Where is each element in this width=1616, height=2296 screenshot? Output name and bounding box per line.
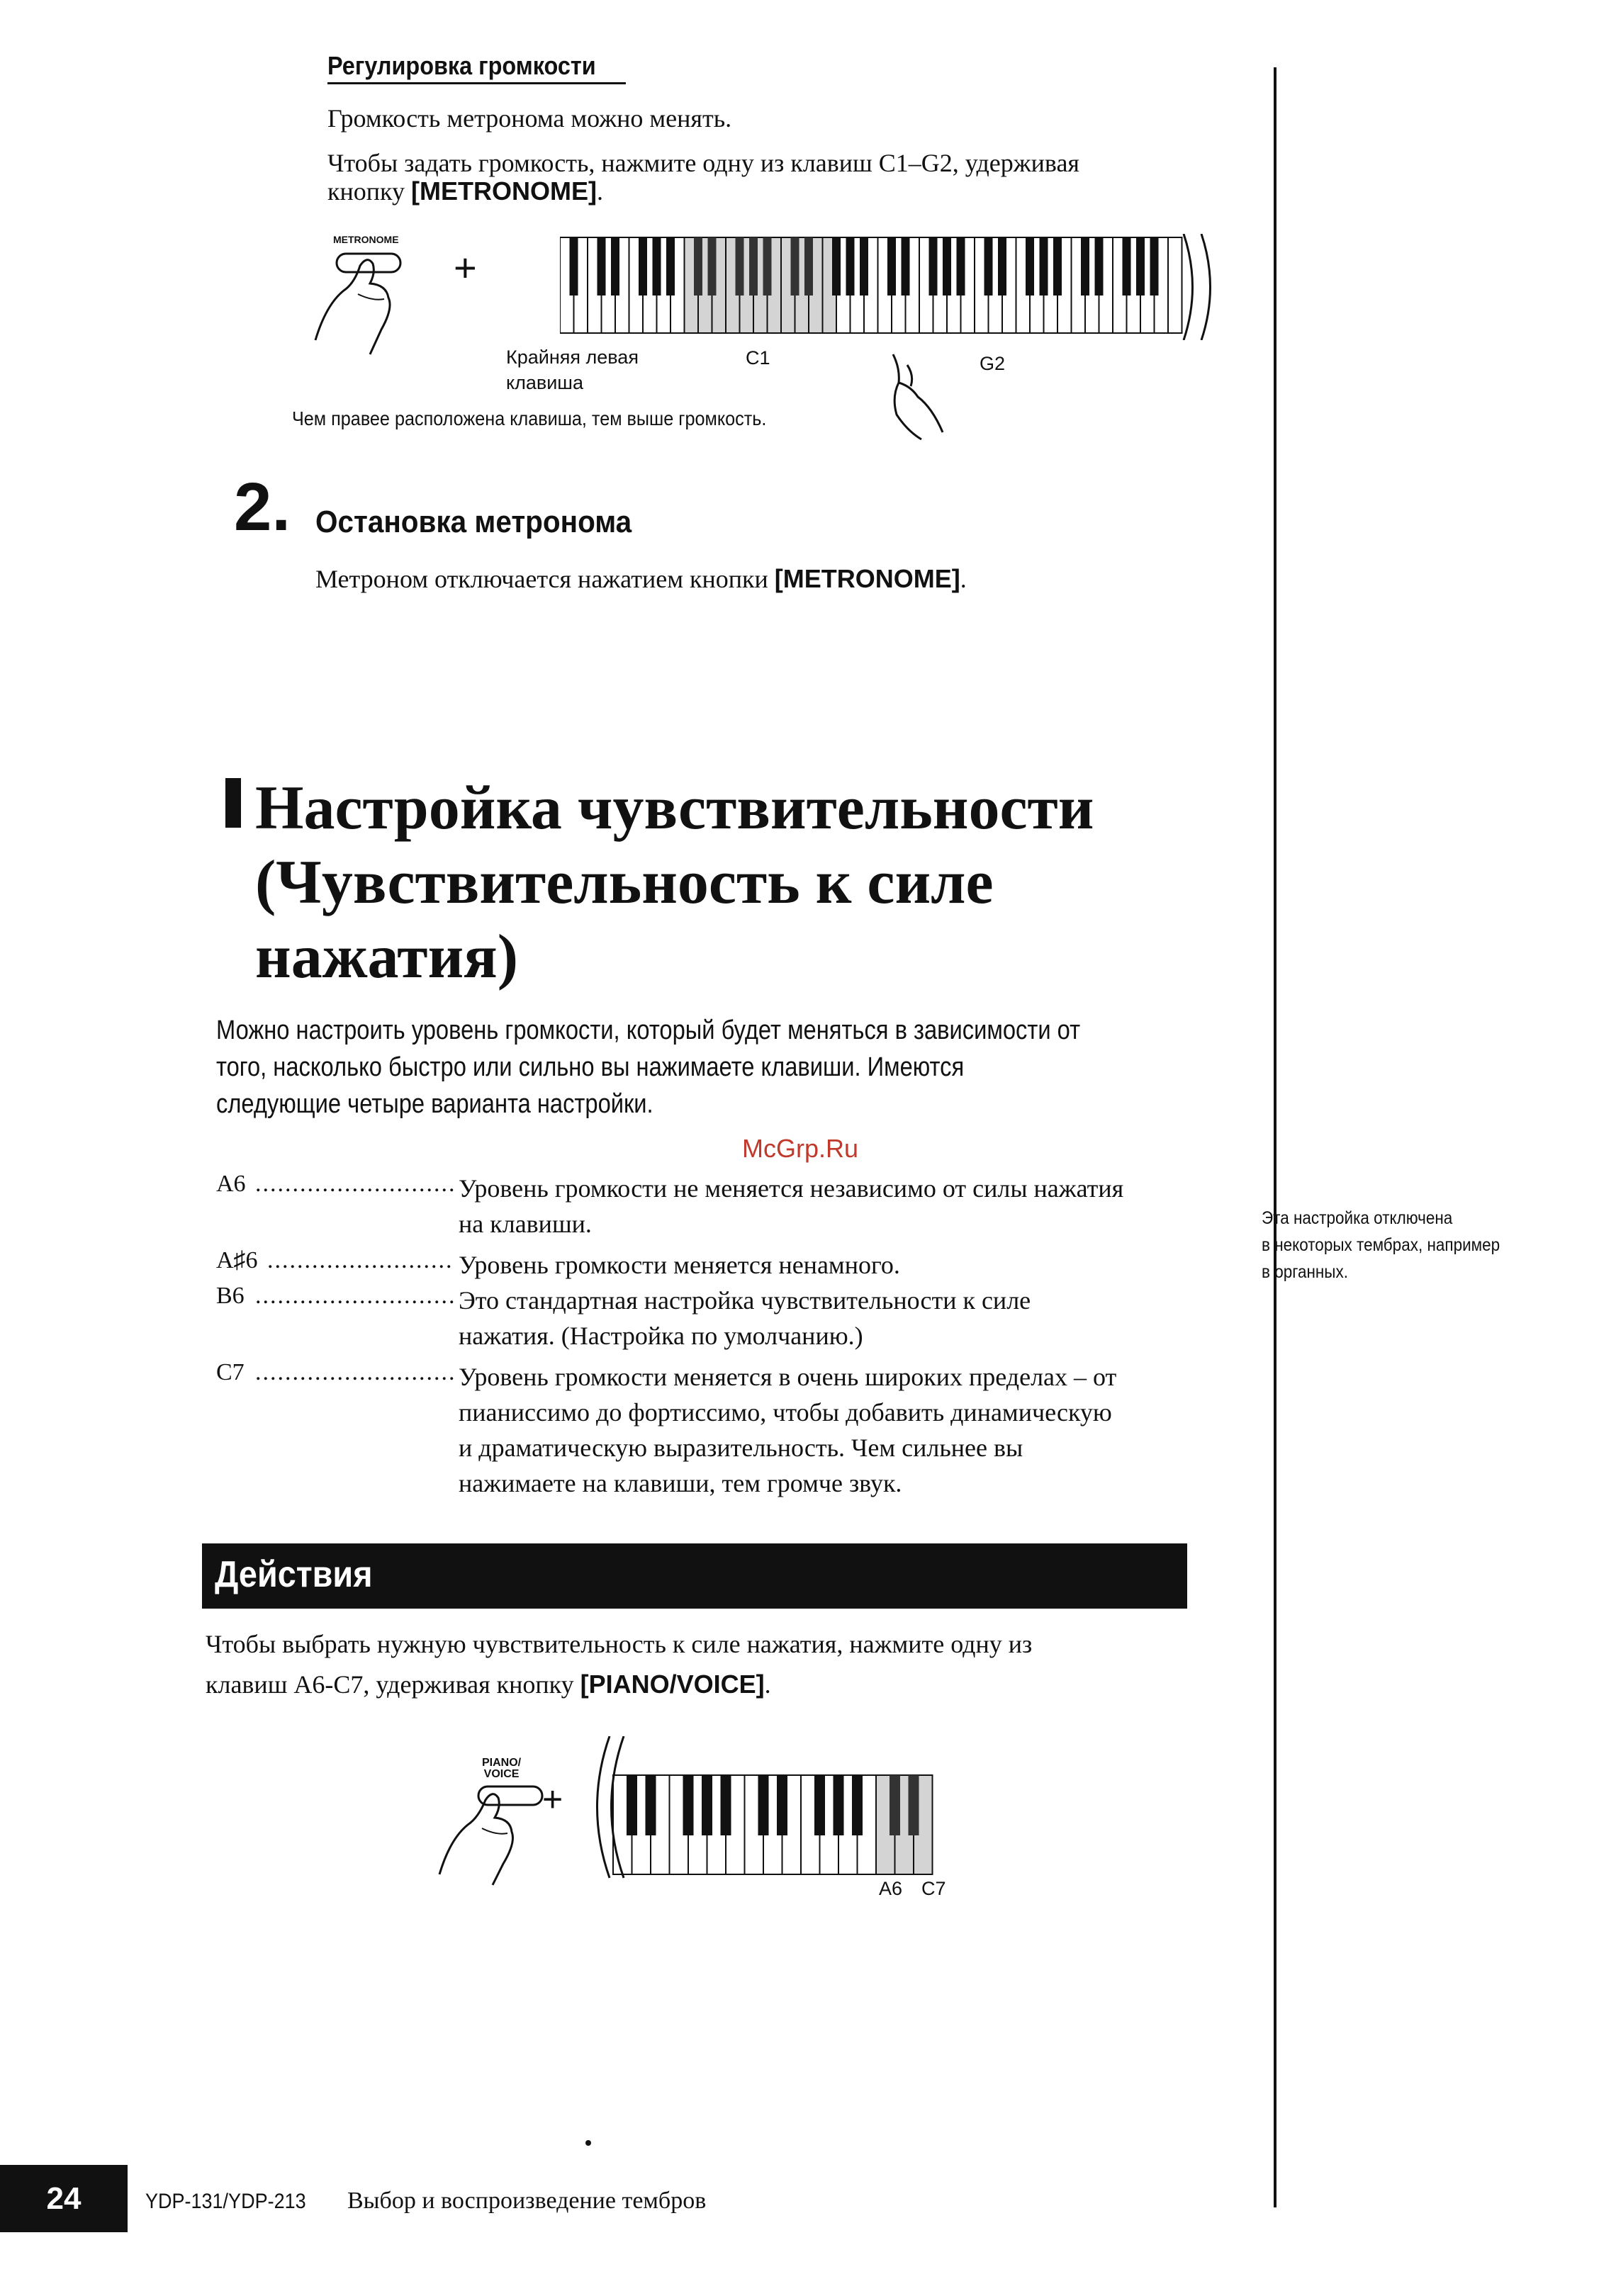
black-key <box>721 1775 731 1835</box>
metronome-button-ref: [METRONOME] <box>411 176 597 206</box>
black-key <box>646 1775 656 1835</box>
label-c7: C7 <box>921 1878 946 1899</box>
plus-sign-1: + <box>454 245 477 290</box>
keyboard-sensitivity <box>588 1736 957 1885</box>
black-key <box>852 1775 863 1835</box>
step-number: 2. <box>234 469 291 545</box>
black-key <box>736 237 744 296</box>
keyboard-break-mark <box>1201 234 1211 340</box>
page-number: 24 <box>0 2165 128 2232</box>
black-key <box>943 237 951 296</box>
plus-sign-2: + <box>542 1779 563 1819</box>
black-key <box>702 1775 712 1835</box>
black-key <box>1095 237 1104 296</box>
scan-dot <box>585 2140 591 2146</box>
keyboard-keys <box>560 234 1240 340</box>
metronome-button-illustration <box>305 227 447 354</box>
metronome-button-label: METRONOME <box>333 234 399 245</box>
finger-press-icon <box>879 347 957 446</box>
section-marker <box>225 778 241 828</box>
metronome-button-ref-2: [METRONOME] <box>774 564 960 593</box>
black-key <box>683 1775 694 1835</box>
black-key <box>597 237 606 296</box>
actions-header: Действия <box>202 1543 1187 1609</box>
black-key <box>1123 237 1131 296</box>
label-g2: G2 <box>980 353 1006 374</box>
black-key <box>998 237 1006 296</box>
watermark: McGrp.Ru <box>742 1134 859 1163</box>
step-title: Остановка метронома <box>315 505 632 539</box>
black-key <box>639 237 647 296</box>
white-key <box>1168 237 1182 333</box>
margin-rule <box>1274 67 1276 2207</box>
piano-voice-button-illustration <box>432 1757 560 1885</box>
volume-line-2: Чтобы задать громкость, нажмите одну из клавиш C1–G2, удерживая <box>327 149 1079 177</box>
section-intro: Можно настроить уровень громкости, который будет меняться в зависимости от того, насколько быстро или сильно вы нажимаете клавиши. Имеются следующие четыре варианта настройки. <box>216 1015 1081 1119</box>
keyboard-keys-2 <box>588 1736 957 1885</box>
black-key <box>777 1775 787 1835</box>
black-key <box>1136 237 1145 296</box>
black-key <box>708 237 717 296</box>
black-key <box>1081 237 1089 296</box>
label-a6: A6 <box>879 1878 903 1899</box>
keyboard-break-mark <box>1184 234 1193 340</box>
black-key <box>860 237 868 296</box>
black-key <box>832 237 841 296</box>
black-key <box>887 237 896 296</box>
footer-chapter: Выбор и воспроизведение тембров <box>347 2188 707 2214</box>
label-leftmost-key: Крайняя левая клавиша <box>506 347 639 393</box>
black-key <box>1150 237 1159 296</box>
black-key <box>804 237 813 296</box>
side-note: Эта настройка отключена в некоторых тембрах, например в органных. <box>1262 1208 1500 1282</box>
section-title: Настройка чувствительности (Чувствительность к силе нажатия) <box>255 774 1094 991</box>
volume-line-3: кнопку [METRONOME]. <box>327 176 603 206</box>
footer-model: YDP-131/YDP-213 <box>145 2190 306 2213</box>
black-key <box>834 1775 844 1835</box>
volume-line-1: Громкость метронома можно менять. <box>327 104 732 133</box>
black-key <box>1040 237 1048 296</box>
step-text: Метроном отключается нажатием кнопки [METRONOME]. <box>315 564 967 593</box>
black-key <box>1053 237 1062 296</box>
piano-voice-button-ref: [PIANO/VOICE] <box>580 1670 765 1699</box>
black-key <box>749 237 758 296</box>
label-c1: C1 <box>746 347 770 368</box>
black-key <box>902 237 910 296</box>
volume-heading: Регулировка громкости <box>327 51 626 84</box>
keyboard-break-mark <box>597 1736 610 1878</box>
black-key <box>666 237 675 296</box>
black-key <box>1026 237 1034 296</box>
actions-line-1: Чтобы выбрать нужную чувствительность к силе нажатия, нажмите одну из <box>206 1630 1033 1658</box>
black-key <box>627 1775 637 1835</box>
actions-line-2: клавиш A6-C7, удерживая кнопку [PIANO/VOICE]. <box>206 1670 771 1699</box>
volume-caption: Чем правее расположена клавиша, тем выше громкость. <box>292 407 767 429</box>
black-key <box>653 237 661 296</box>
piano-voice-button-label: PIANO/ VOICE <box>482 1757 522 1780</box>
black-key <box>791 237 799 296</box>
black-key <box>890 1775 900 1835</box>
black-key <box>694 237 702 296</box>
black-key <box>846 237 855 296</box>
black-key <box>929 237 938 296</box>
keyboard-metronome <box>560 234 1240 340</box>
black-key <box>957 237 965 296</box>
black-key <box>758 1775 769 1835</box>
black-key <box>909 1775 919 1835</box>
hand-press-icon <box>305 241 447 361</box>
black-key <box>570 237 578 296</box>
black-key <box>984 237 993 296</box>
black-key <box>611 237 619 296</box>
black-key <box>814 1775 825 1835</box>
hand-press-icon-2 <box>432 1782 560 1889</box>
black-key <box>763 237 772 296</box>
